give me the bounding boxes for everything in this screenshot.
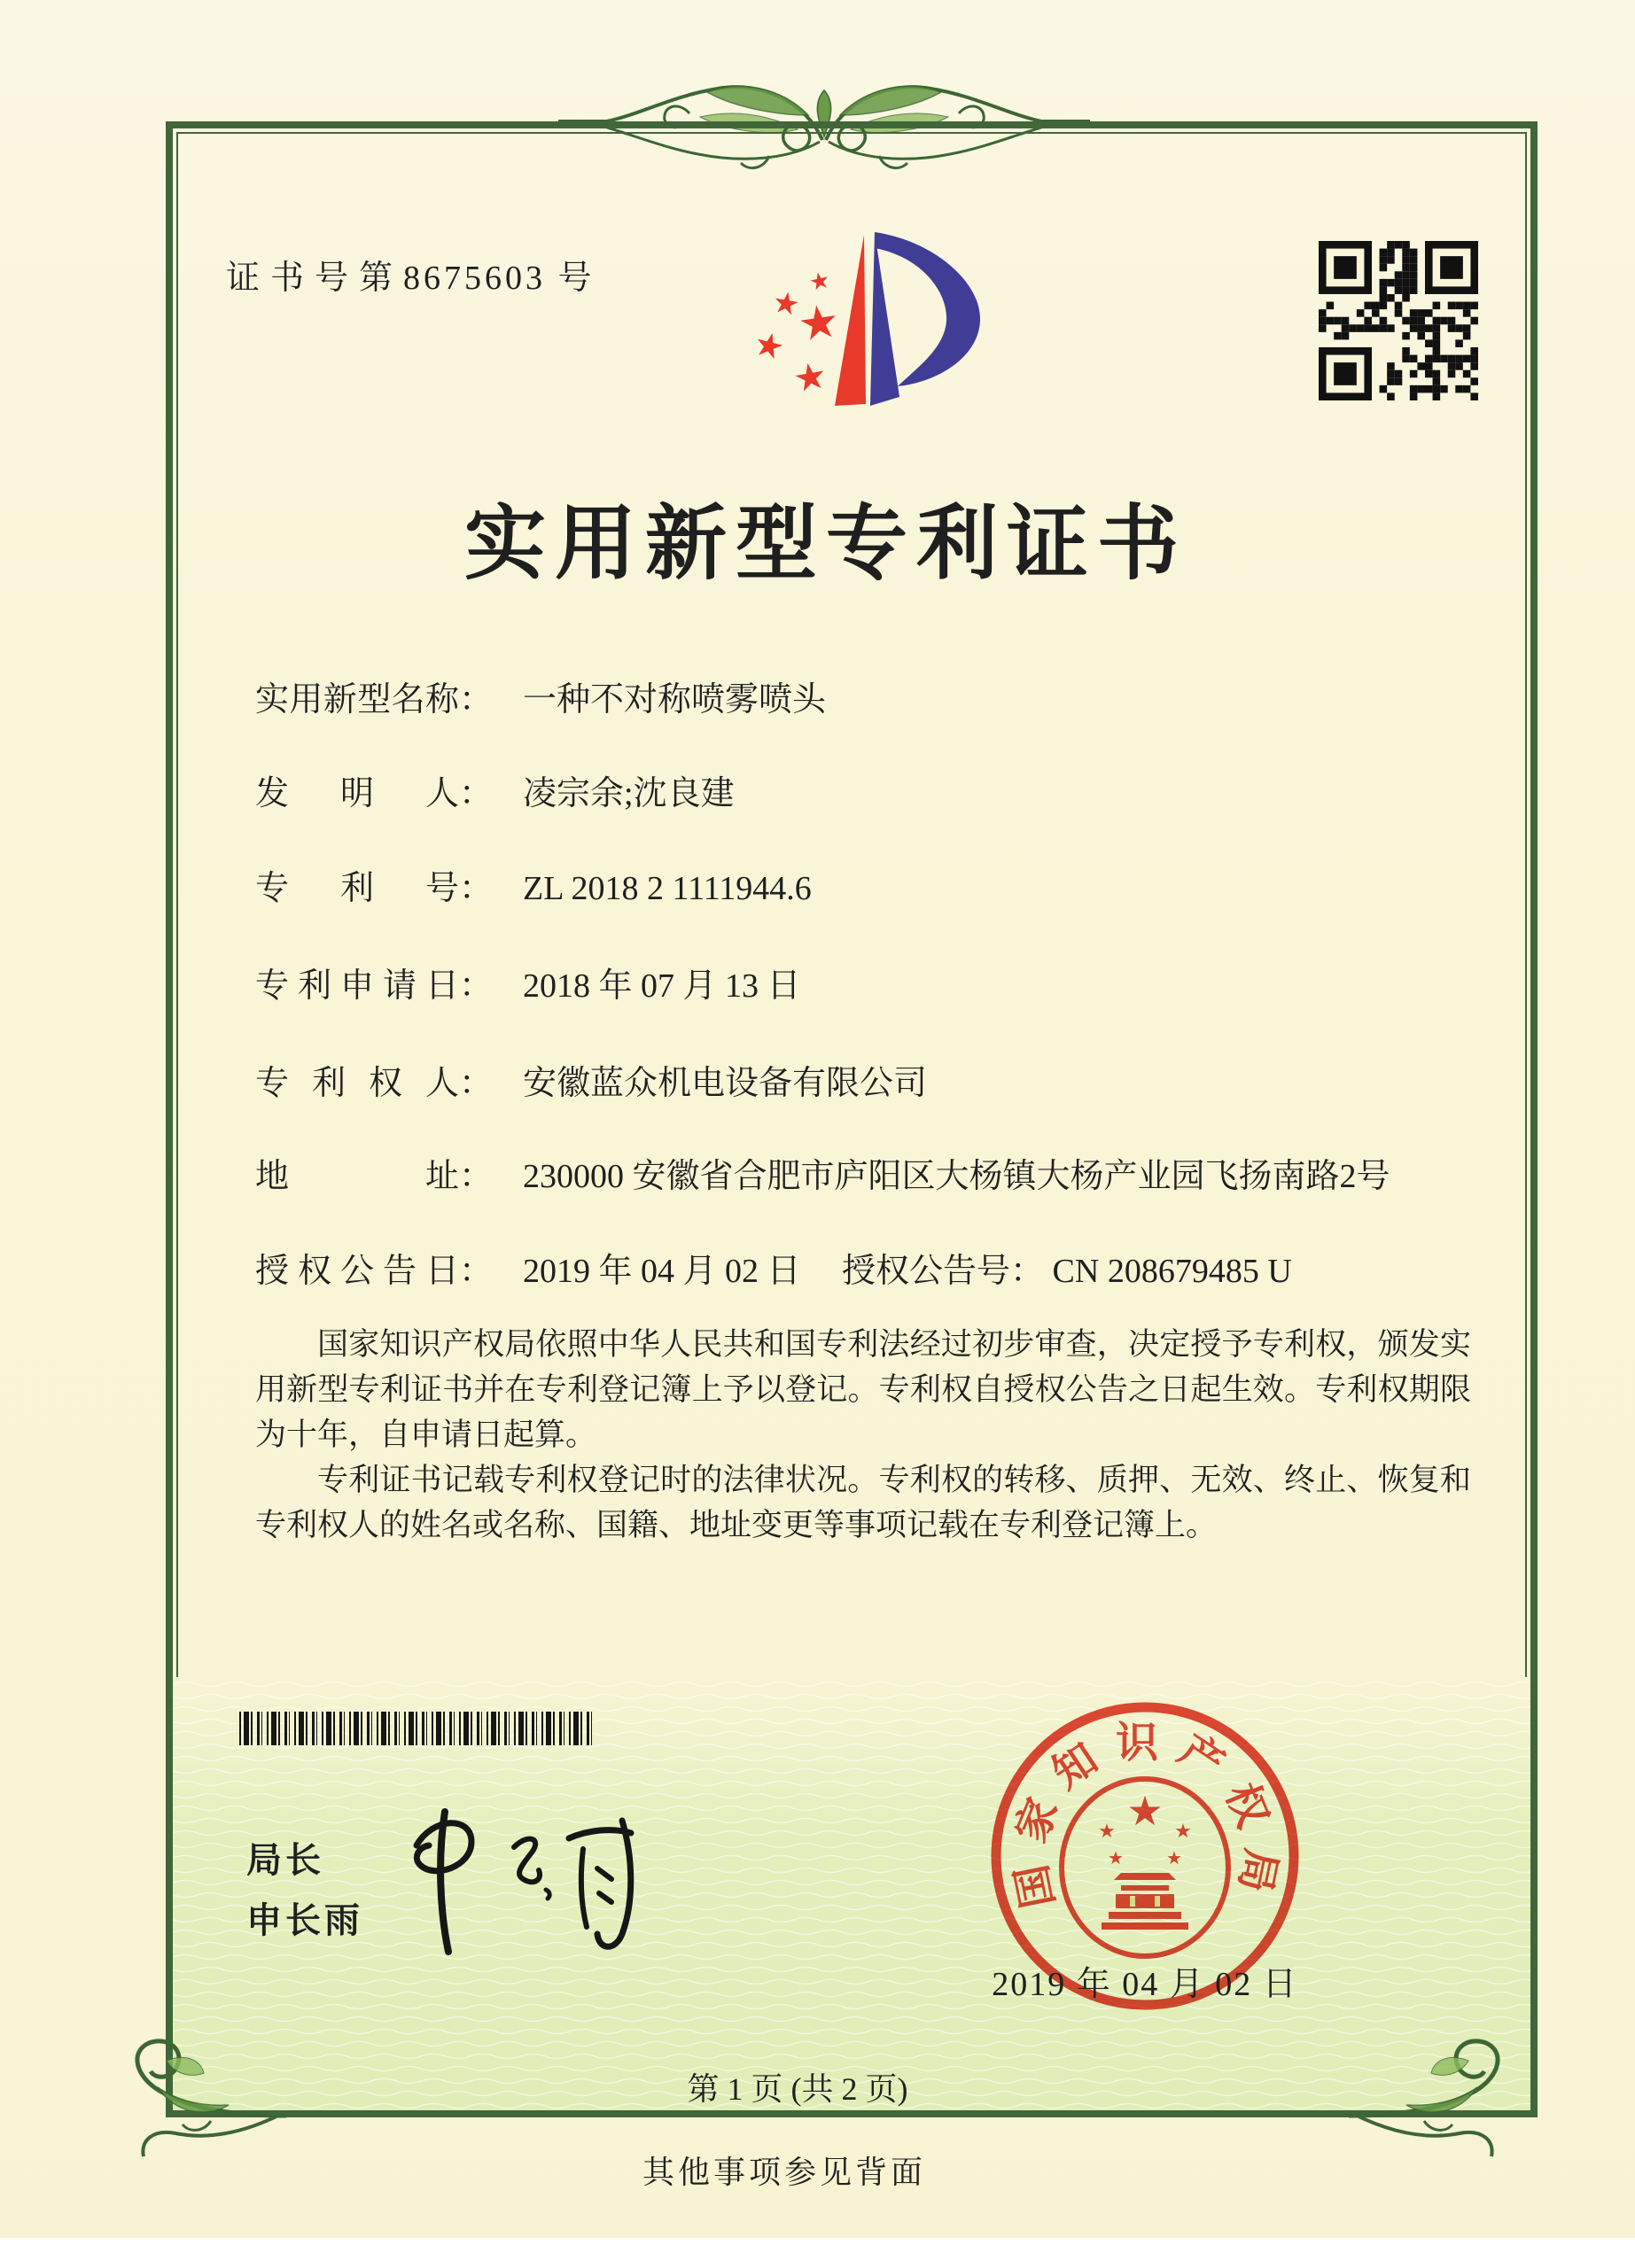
scan-edge — [0, 2238, 1635, 2268]
svg-text:★: ★ — [750, 322, 789, 369]
field-row-filing-date — [255, 964, 1471, 1008]
back-side-note: 其他事项参见背面 — [642, 2155, 926, 2190]
certificate-number: 8675603 — [403, 260, 547, 297]
grant-date-value: 2019 年 04 月 02 日 — [523, 1253, 801, 1290]
field-value: 230000 安徽省合肥市庐阳区大杨镇大杨产业园飞扬南路2号 — [523, 1158, 1390, 1195]
legal-text — [255, 1322, 1471, 1548]
seal-ring-text: 国家知识产权局 — [1005, 1720, 1285, 1912]
field-value: 一种不对称喷雾喷头 — [523, 681, 827, 718]
certificate-number-line — [226, 250, 596, 299]
field-value: 安徽蓝众机电设备有限公司 — [523, 1065, 928, 1102]
svg-text:★: ★ — [1108, 1847, 1124, 1868]
field-row-inventor — [255, 772, 1471, 816]
field-label: 专利权人 — [255, 1065, 459, 1102]
cnipa-patent-logo — [736, 221, 984, 421]
label-colon: ： — [459, 1253, 494, 1290]
svg-text:★: ★ — [1174, 1821, 1192, 1843]
director-signature — [381, 1794, 647, 1976]
label-colon: ： — [1010, 1253, 1045, 1290]
certificate-title: 实用新型专利证书 — [463, 499, 1187, 589]
field-label: 发明人 — [255, 775, 459, 812]
logo-red-wedge — [835, 235, 866, 406]
svg-text:★: ★ — [806, 266, 833, 298]
director-name: 申长雨 — [246, 1900, 363, 1940]
bottom-left-ornament — [105, 2034, 291, 2167]
svg-text:★: ★ — [794, 294, 844, 353]
grant-row — [255, 1249, 1471, 1293]
svg-text:★: ★ — [1126, 1787, 1164, 1835]
seal-date: 2019 年 04 月 02 日 — [992, 1966, 1298, 2003]
barcode — [239, 1712, 592, 1745]
field-label: 实用新型名称 — [255, 681, 459, 718]
svg-text:★: ★ — [769, 284, 803, 324]
label-colon: ： — [459, 870, 494, 907]
field-label: 专利申请日 — [255, 967, 459, 1005]
field-label: 地址 — [255, 1158, 459, 1195]
bottom-right-ornament — [1344, 2034, 1530, 2167]
logo-blue-wedge — [870, 232, 899, 406]
grant-number-label: 授权公告号 — [842, 1253, 1011, 1290]
field-value: 2018 年 07 月 13 日 — [523, 967, 801, 1005]
field-row-address — [255, 1154, 1471, 1199]
certificate-number-suffix: 号 — [557, 260, 596, 297]
certificate-number-prefix: 证书号第 — [226, 260, 404, 297]
svg-text:★: ★ — [1166, 1847, 1182, 1868]
legal-paragraph-2: 专利证书记载专利权登记时的法律状况。专利权的转移、质押、无效、终止、恢复和专利权人的姓名或名称、国籍、地址变更等事项记载在专利登记簿上。 — [255, 1463, 1471, 1542]
field-row-patentee — [255, 1061, 1471, 1106]
grant-date-label: 授权公告日 — [255, 1253, 459, 1290]
director-title: 局长 — [246, 1840, 324, 1880]
svg-text:★: ★ — [790, 353, 830, 401]
field-value: ZL 2018 2 1111944.6 — [523, 870, 812, 907]
page-indicator: 第 1 页 (共 2 页) — [687, 2071, 908, 2107]
seal-national-emblem — [1062, 1779, 1228, 1956]
field-value: 凌宗余;沈良建 — [523, 775, 735, 812]
label-colon: ： — [459, 967, 494, 1005]
field-row-name — [255, 678, 1471, 722]
svg-text:★: ★ — [1098, 1821, 1116, 1843]
label-colon: ： — [459, 681, 494, 718]
logo-stars — [750, 267, 843, 401]
grant-number-pair — [842, 1249, 1292, 1293]
label-colon: ： — [459, 1158, 494, 1195]
qr-code — [1319, 241, 1478, 400]
label-colon: ： — [459, 1065, 494, 1102]
legal-paragraph-1: 国家知识产权局依照中华人民共和国专利法经过初步审查，决定授予专利权，颁发实用新型专利证书并在专利登记簿上予以登记。专利权自授权公告之日起生效。专利权期限为十年，自申请日起算。 — [255, 1327, 1471, 1452]
field-row-patent-number — [255, 866, 1471, 911]
grant-number-value: CN 208679485 U — [1052, 1253, 1292, 1290]
field-label: 专利号 — [255, 870, 459, 907]
label-colon: ： — [459, 775, 494, 812]
